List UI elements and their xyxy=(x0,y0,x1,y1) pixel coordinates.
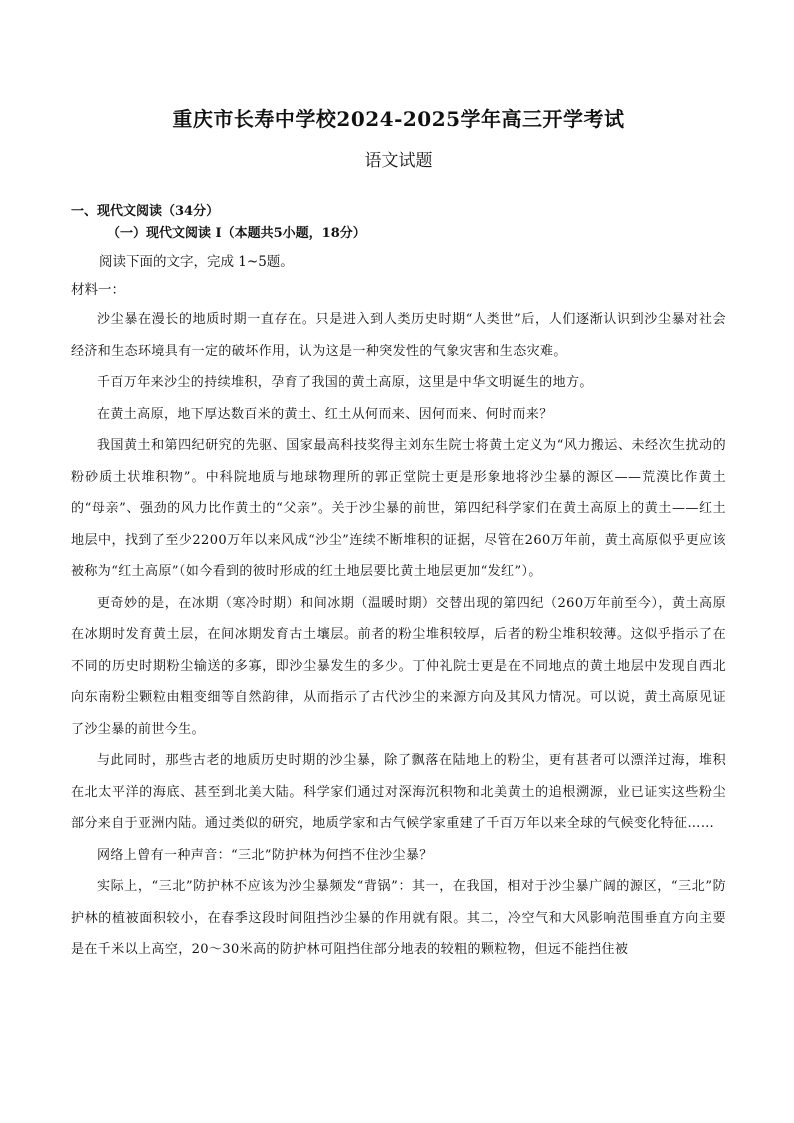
paragraph: 更奇妙的是，在冰期（寒冷时期）和间冰期（温暖时期）交替出现的第四纪（260万年前至今），黄土高原在冰期时发育黄土层，在间冰期发育古土壤层。前者的粉尘堆积较厚，后者的粉尘堆积较薄。这似乎指示了在不同的历史时期粉尘输送的多寡，即沙尘暴发生的多少。丁仲礼院士更是在不同地点的黄土地层中发现自西北向东南粉尘颗粒由粗变细等自然韵律，从而指示了古代沙尘的来源方向及其风力情况。可以说，黄土高原见证了沙尘暴的前世今生。 xyxy=(71,595,726,737)
reading-instruction: 阅读下面的文字，完成 1~5题。 xyxy=(99,254,294,270)
paragraph: 在黄土高原，地下厚达数百米的黄土、红土从何而来、因何而来、何时而来？ xyxy=(97,406,553,422)
paragraph: 我国黄土和第四纪研究的先驱、国家最高科技奖得主刘东生院士将黄土定义为“风力搬运、未经次生扰动的粉砂质土状堆积物”。中科院地质与地球物理所的郭正堂院士更是形象地将沙尘暴的源区——荒漠比作黄土的“母亲”、强劲的风力比作黄土的“父亲”。关于沙尘暴的前世，第四纪科学家们在黄土高原上的黄土——红土地层中，找到了至少2200万年以来风成“沙尘”连续不断堆积的证据，尽管在260万年前，黄土高原似乎更应该被称为“红土高原”（如今看到的彼时形成的红土地层要比黄土地层更加“发红”）。 xyxy=(71,438,726,579)
paragraph: 沙尘暴在漫长的地质时期一直存在。只是进入到人类历史时期“人类世”后，人们逐渐认识到沙尘暴对社会经济和生态环境具有一定的破坏作用，认为这是一种突发性的气象灾害和生态灾难。 xyxy=(71,312,726,359)
reading-passage xyxy=(71,304,726,966)
material-label: 材料一： xyxy=(71,282,125,298)
section-heading: 一、现代文阅读（34分） xyxy=(71,204,220,219)
paragraph: 实际上，“三北”防护林不应该为沙尘暴频发“背锅”：其一，在我国，相对于沙尘暴广阔的源区，“三北”防护林的植被面积较小，在春季这段时间阻挡沙尘暴的作用就有限。其二，冷空气和大风影响范围垂直方向主要是在千米以上高空，20～30米高的防护林可阻挡住部分地表的较粗的颗粒物，但远不能挡住被 xyxy=(71,879,726,957)
paragraph: 与此同时，那些古老的地质历史时期的沙尘暴，除了飘落在陆地上的粉尘，更有甚者可以漂洋过海，堆积在北太平洋的海底、甚至到北美大陆。科学家们通过对深海沉积物和北美黄土的追根溯源，业已证实这些粉尘部分来自于亚洲内陆。通过类似的研究，地质学家和古气候学家重建了千百万年以来全球的气候变化特征…… xyxy=(71,753,726,831)
subsection-heading: （一）现代文阅读 I（本题共5小题，18分） xyxy=(107,226,366,241)
exam-title: 重庆市长寿中学校2024-2025学年高三开学考试 xyxy=(172,107,625,131)
exam-subtitle: 语文试题 xyxy=(364,151,433,171)
paragraph: 千百万年来沙尘的持续堆积，孕育了我国的黄土高原，这里是中华文明诞生的地方。 xyxy=(97,375,593,390)
paragraph: 网络上曾有一种声音：“三北”防护林为何挡不住沙尘暴？ xyxy=(97,847,433,863)
